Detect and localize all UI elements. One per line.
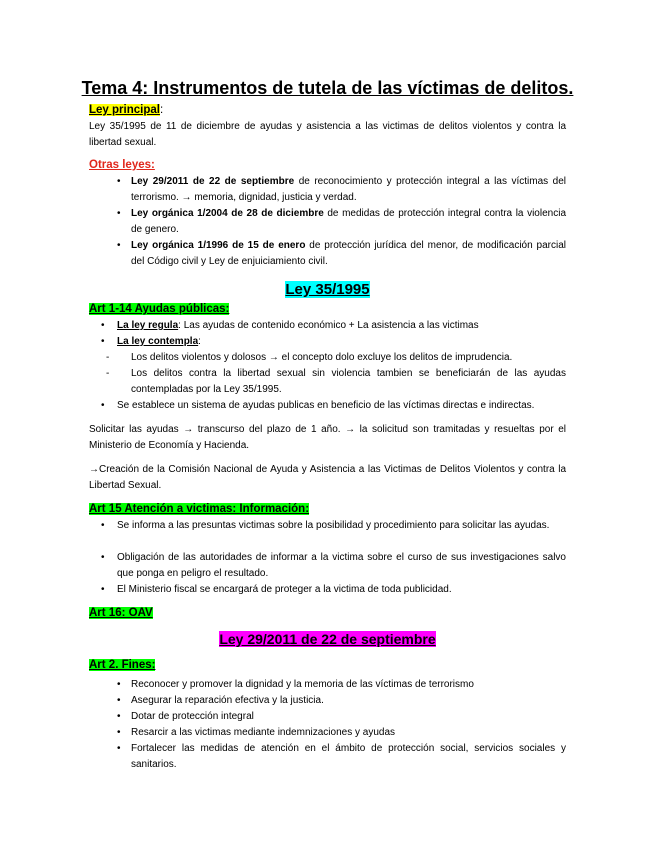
ley-regula-item — [117, 318, 566, 334]
fines-item: Asegurar la reparación efectiva y la justicia. — [131, 695, 324, 706]
creacion-comision-text: →Creación de la Comisión Nacional de Ayuda y Asistencia a las Victimas de Delitos Violentos y contra la Libertad Sexual. — [89, 464, 566, 491]
law-description: de medidas de protección integral contra la violencia de genero. — [131, 208, 567, 235]
contempla-dash-item: Los delitos violentos y dolosos → el concepto dolo excluye los delitos de imprudencia. — [131, 352, 513, 363]
art15-item: El Ministerio fiscal se encargará de proteger a la victima de toda publicidad. — [117, 584, 452, 595]
ley29-section-heading — [0, 631, 655, 647]
solicitar-ayudas-text: Solicitar las ayudas → transcurso del plazo de 1 año. → la solicitud son tramitadas y resueltas por el Ministerio de Economía y Hacienda. — [89, 424, 566, 451]
contempla-dash-item: Los delitos contra la libertad sexual sin violencia tambien se beneficiarán de las ayudas contempladas por la Ley 35/1995. — [131, 368, 566, 395]
art16-heading — [89, 606, 153, 621]
art15-item: Obligación de las autoridades de informar a la victima sobre el curso de sus investigaciones salvo que ponga en peligro el resultado. — [117, 552, 566, 579]
otras-leyes-item — [131, 238, 566, 270]
law-name: Ley orgánica 1/1996 de 15 de enero — [131, 240, 306, 251]
ley-contempla-label: La ley contempla — [117, 336, 199, 347]
ley-regula-text: : Las ayudas de contenido económico + La asistencia a las victimas — [178, 320, 479, 331]
bullet-icon: • — [101, 320, 105, 331]
fines-item: Fortalecer las medidas de atención en el ámbito de protección social, servicios sociales y sanitarios. — [131, 743, 566, 770]
fines-item: Resarcir a las victimas mediante indemnizaciones y ayudas — [131, 727, 396, 738]
art2-heading-text: Art 2. Fines: — [89, 659, 156, 671]
otras-leyes-heading: Otras leyes: — [89, 159, 155, 171]
art16-heading-text: Art 16: OAV — [89, 607, 153, 619]
art15-heading — [89, 502, 309, 517]
art1-heading-text: Art 1-14 Ayudas públicas: — [89, 303, 230, 315]
ley-principal-label: Ley principal — [89, 104, 160, 116]
bullet-icon: • — [101, 584, 105, 595]
law-name: Ley orgánica 1/2004 de 28 de diciembre — [131, 208, 324, 219]
bullet-icon: • — [101, 400, 105, 411]
bullet-icon: • — [101, 552, 105, 563]
art15-heading-text: Art 15 Atención a victimas: Información: — [89, 503, 310, 515]
bullet-icon: • — [101, 336, 105, 347]
art15-item: Se informa a las presuntas victimas sobre la posibilidad y procedimiento para solicitar las ayudas. — [117, 520, 550, 531]
bullet-icon: • — [117, 711, 121, 722]
bullet-icon: • — [117, 679, 121, 690]
bullet-icon: • — [101, 520, 105, 531]
ley29-heading-text: Ley 29/2011 de 22 de septiembre — [219, 631, 436, 647]
law-name: Ley 29/2011 de 22 de septiembre — [131, 176, 295, 187]
law-description: de reconocimiento y protección integral a las víctimas del terrorismo. → memoria, dignidad, justicia y verdad. — [131, 176, 566, 203]
art1-heading — [89, 302, 229, 317]
ley-regula-label: La ley regula — [117, 320, 179, 331]
ley35-section-heading — [0, 281, 655, 298]
ley-principal-heading — [89, 103, 163, 118]
fines-item: Reconocer y promover la dignidad y la memoria de las víctimas de terrorismo — [131, 679, 474, 690]
ley-principal-text: Ley 35/1995 de 11 de diciembre de ayudas y asistencia a las victimas de delitos violentos y contra la libertad sexual. — [89, 121, 566, 148]
bullet-icon: • — [117, 743, 121, 754]
dash-icon: - — [106, 368, 110, 379]
bullet-icon: • — [117, 176, 121, 187]
bullet-icon: • — [117, 208, 121, 219]
law-description: de protección jurídica del menor, de modificación parcial del Código civil y Ley de enjuiciamiento civil. — [131, 240, 566, 267]
otras-leyes-item — [131, 206, 566, 238]
ley-principal-colon: : — [159, 104, 164, 116]
otras-leyes-item — [131, 174, 566, 206]
bullet-icon: • — [117, 727, 121, 738]
bullet-icon: • — [117, 695, 121, 706]
sistema-ayudas-item: Se establece un sistema de ayudas publicas en beneficio de las víctimas directas e indirectas. — [117, 400, 535, 411]
art2-heading — [89, 658, 155, 673]
ley-contempla-item — [117, 334, 566, 350]
ley-contempla-colon: : — [198, 336, 201, 347]
fines-item: Dotar de protección integral — [131, 711, 254, 722]
bullet-icon: • — [117, 240, 121, 251]
page-title: Tema 4: Instrumentos de tutela de las víctimas de delitos. — [81, 78, 574, 98]
ley35-heading-text: Ley 35/1995 — [285, 281, 370, 298]
dash-icon: - — [106, 352, 110, 363]
